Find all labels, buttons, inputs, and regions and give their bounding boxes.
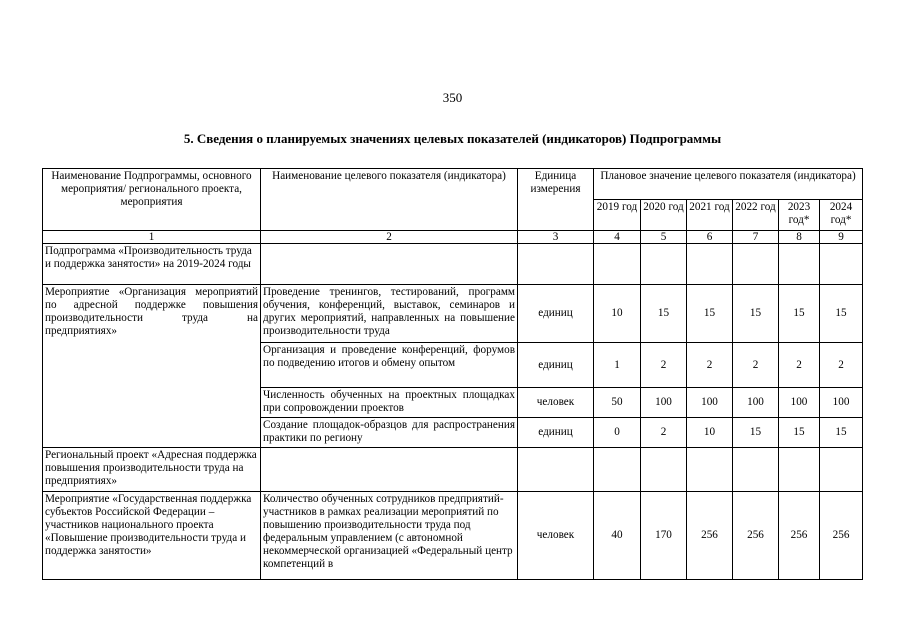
table-row xyxy=(43,285,863,343)
row-value: 2 xyxy=(779,343,820,388)
row-indicator xyxy=(261,244,518,285)
row-name: Подпрограмма «Производительность труда и поддержка занятости» на 2019-2024 годы xyxy=(43,244,261,285)
row-name: Мероприятие «Организация мероприятий по адресной поддержке повышения производительности труда на предприятиях» xyxy=(43,285,261,448)
row-value: 2 xyxy=(687,343,733,388)
row-value: 15 xyxy=(779,285,820,343)
row-value: 256 xyxy=(687,492,733,580)
row-unit: человек xyxy=(518,388,594,418)
row-value: 256 xyxy=(779,492,820,580)
indicators-table xyxy=(42,168,863,580)
row-value xyxy=(779,244,820,285)
header-year: 2022 год xyxy=(733,200,779,231)
header-year: 2021 год xyxy=(687,200,733,231)
header-year: 2024 год* xyxy=(820,200,863,231)
row-value xyxy=(733,244,779,285)
row-name: Региональный проект «Адресная поддержка повышения производительности труда на предприятиях» xyxy=(43,448,261,492)
row-indicator: Создание площадок-образцов для распространения практики по региону xyxy=(261,418,518,448)
row-value: 15 xyxy=(641,285,687,343)
column-number: 5 xyxy=(641,231,687,244)
row-unit: человек xyxy=(518,492,594,580)
row-value: 15 xyxy=(820,285,863,343)
table-row xyxy=(43,244,863,285)
row-value: 100 xyxy=(733,388,779,418)
column-number: 6 xyxy=(687,231,733,244)
row-value: 100 xyxy=(687,388,733,418)
header-planned-value: Плановое значение целевого показателя (индикатора) xyxy=(594,169,863,200)
column-number: 8 xyxy=(779,231,820,244)
row-value xyxy=(779,448,820,492)
column-number: 2 xyxy=(261,231,518,244)
row-value: 10 xyxy=(594,285,641,343)
row-value: 100 xyxy=(779,388,820,418)
row-value: 15 xyxy=(733,418,779,448)
row-unit xyxy=(518,448,594,492)
row-value xyxy=(594,448,641,492)
row-value xyxy=(641,244,687,285)
row-value: 2 xyxy=(733,343,779,388)
row-value: 10 xyxy=(687,418,733,448)
column-number: 1 xyxy=(43,231,261,244)
row-value: 15 xyxy=(820,418,863,448)
row-value xyxy=(594,244,641,285)
row-unit: единиц xyxy=(518,285,594,343)
row-value: 170 xyxy=(641,492,687,580)
row-value: 1 xyxy=(594,343,641,388)
header-program-name: Наименование Подпрограммы, основного мероприятия/ регионального проекта, мероприятия xyxy=(43,169,261,231)
row-value: 2 xyxy=(641,343,687,388)
page-number: 350 xyxy=(442,90,463,105)
row-name: Мероприятие «Государственная поддержка субъектов Российской Федерации – участников национального проекта «Повышение производительности труда и поддержка занятости» xyxy=(43,492,261,580)
row-value: 2 xyxy=(641,418,687,448)
row-indicator: Организация и проведение конференций, форумов по подведению итогов и обмену опытом xyxy=(261,343,518,388)
row-indicator: Проведение тренингов, тестирований, программ обучения, конференций, выставок, семинаров и других мероприятий, направленных на повышение производительности труда xyxy=(261,285,518,343)
table-row xyxy=(43,492,863,580)
row-value xyxy=(641,448,687,492)
section-heading: 5. Сведения о планируемых значениях целевых показателей (индикаторов) Подпрограммы xyxy=(183,131,722,146)
row-indicator: Количество обученных сотрудников предприятий-участников в рамках реализации мероприятий по повышению производительности труда под федеральным управлением (с автономной некоммерческой организацией «Федеральный центр компетенций в xyxy=(261,492,518,580)
row-value xyxy=(820,244,863,285)
column-number: 7 xyxy=(733,231,779,244)
row-value xyxy=(687,448,733,492)
row-indicator xyxy=(261,448,518,492)
header-unit: Единица измерения xyxy=(518,169,594,231)
header-year: 2023 год* xyxy=(779,200,820,231)
column-number: 9 xyxy=(820,231,863,244)
row-value: 15 xyxy=(733,285,779,343)
row-value: 2 xyxy=(820,343,863,388)
header-year: 2019 год xyxy=(594,200,641,231)
row-value: 40 xyxy=(594,492,641,580)
table-row xyxy=(43,448,863,492)
row-value xyxy=(733,448,779,492)
column-number: 4 xyxy=(594,231,641,244)
row-value: 15 xyxy=(779,418,820,448)
row-value xyxy=(687,244,733,285)
header-indicator-name: Наименование целевого показателя (индикатора) xyxy=(261,169,518,231)
row-value: 256 xyxy=(820,492,863,580)
row-unit: единиц xyxy=(518,343,594,388)
header-year: 2020 год xyxy=(641,200,687,231)
row-value: 0 xyxy=(594,418,641,448)
row-indicator: Численность обученных на проектных площадках при сопровождении проектов xyxy=(261,388,518,418)
row-value xyxy=(820,448,863,492)
row-unit xyxy=(518,244,594,285)
row-value: 100 xyxy=(820,388,863,418)
row-unit: единиц xyxy=(518,418,594,448)
row-value: 15 xyxy=(687,285,733,343)
row-value: 100 xyxy=(641,388,687,418)
column-number: 3 xyxy=(518,231,594,244)
row-value: 256 xyxy=(733,492,779,580)
row-value: 50 xyxy=(594,388,641,418)
